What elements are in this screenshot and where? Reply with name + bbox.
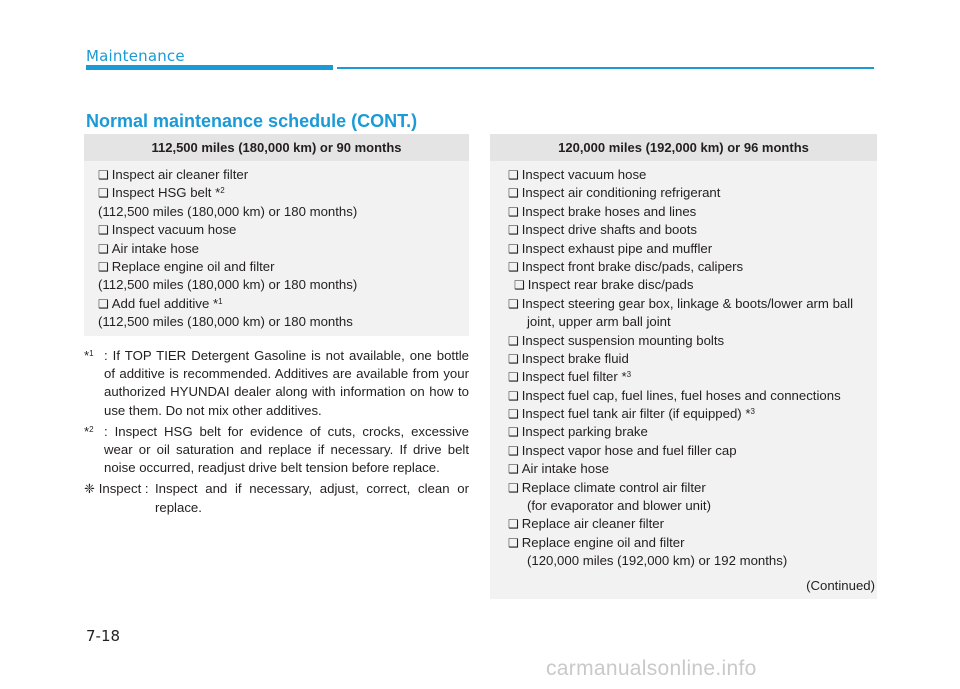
page-heading: Normal maintenance schedule (CONT.): [86, 111, 418, 131]
schedule-item: [84, 184, 469, 202]
schedule-item-continuation: [490, 552, 877, 570]
inspect-note-label: ❈ Inspect :: [84, 481, 149, 497]
checkbox-icon: ❑: [98, 259, 109, 274]
checkbox-icon: ❑: [508, 388, 519, 403]
schedule-item: [84, 295, 469, 313]
footnote-number: 2: [89, 424, 94, 434]
schedule-item-text: Inspect vacuum hose: [111, 222, 237, 238]
header-rule-thin: [337, 67, 874, 69]
checkbox-icon: ❑: [508, 351, 519, 366]
footnote-ref: 3: [626, 370, 632, 380]
schedule-item: [84, 240, 469, 258]
schedule-item-text: (120,000 miles (192,000 km) or 192 months): [527, 553, 788, 569]
schedule-item-text: Inspect rear brake disc/pads: [527, 277, 694, 293]
checkbox-icon: ❑: [98, 168, 109, 182]
schedule-item-text: Inspect fuel tank air filter (if equipped) *: [521, 406, 751, 422]
checkbox-icon: ❑: [508, 186, 519, 201]
schedule-item-text: Replace air cleaner filter: [521, 516, 664, 532]
checkbox-icon: ❑: [508, 535, 519, 550]
schedule-item: [490, 534, 877, 552]
schedule-item-text: Replace engine oil and filter: [521, 534, 685, 550]
checkbox-icon: ❑: [98, 186, 109, 201]
schedule-item: [490, 479, 877, 497]
schedule-item-text: Add fuel additive *: [111, 295, 219, 311]
checkbox-icon: ❑: [98, 241, 109, 256]
schedule-item-text: joint, upper arm ball joint: [527, 314, 671, 330]
schedule-box-112500: [84, 134, 469, 336]
schedule-item: [490, 166, 877, 184]
checkbox-icon: ❑: [508, 443, 519, 458]
checkbox-icon: ❑: [508, 462, 519, 477]
schedule-item: [84, 166, 469, 184]
schedule-item: [490, 423, 877, 441]
schedule-item-text: Inspect air cleaner filter: [111, 167, 249, 182]
schedule-item-text: Inspect air conditioning refrigerant: [521, 185, 721, 201]
footnote: [84, 423, 469, 478]
schedule-item: [490, 184, 877, 202]
schedule-item: [490, 442, 877, 460]
schedule-item-text: Inspect vacuum hose: [521, 167, 647, 182]
schedule-item-text: Inspect fuel cap, fuel lines, fuel hoses and connections: [521, 387, 841, 403]
checkbox-icon: ❑: [508, 480, 519, 495]
schedule-item: [490, 332, 877, 350]
schedule-item-text: Air intake hose: [111, 240, 199, 256]
schedule-item-text: Replace engine oil and filter: [111, 258, 275, 274]
schedule-item-list: [490, 161, 877, 571]
schedule-item: [490, 295, 877, 313]
schedule-item-text: Inspect fuel filter *: [521, 369, 627, 385]
checkbox-icon: ❑: [514, 278, 525, 293]
checkbox-icon: ❑: [508, 241, 519, 256]
page-number: 7-18: [86, 627, 121, 645]
checkbox-icon: ❑: [98, 296, 109, 311]
footnote-ref: 1: [218, 296, 223, 306]
schedule-item-text: (112,500 miles (180,000 km) or 180 months): [98, 277, 358, 293]
schedule-item-text: Inspect brake fluid: [521, 350, 629, 366]
footnote: [84, 347, 469, 420]
schedule-item-continuation: [84, 203, 469, 221]
inspect-note-text: Inspect and if necessary, adjust, correct, clean or replace.: [155, 481, 469, 515]
schedule-item: [490, 515, 877, 533]
checkbox-icon: ❑: [508, 204, 519, 219]
schedule-item-text: Inspect steering gear box, linkage & boots/lower arm ball: [521, 295, 854, 311]
schedule-item-text: Inspect vapor hose and fuel filler cap: [521, 442, 737, 458]
schedule-box-title: 120,000 miles (192,000 km) or 96 months: [490, 134, 877, 161]
schedule-item-continuation: [84, 276, 469, 294]
checkbox-icon: ❑: [508, 168, 519, 182]
schedule-item-text: (112,500 miles (180,000 km) or 180 months): [98, 203, 358, 219]
schedule-item: [490, 405, 877, 423]
watermark: carmanualsonline.info: [546, 657, 757, 680]
schedule-item: [490, 221, 877, 239]
schedule-item: [490, 240, 877, 258]
footnote-asterisk: *: [84, 348, 90, 363]
schedule-item-list: [84, 161, 469, 332]
schedule-item-continuation: [490, 497, 877, 515]
schedule-item-continuation: [84, 313, 469, 331]
footnote-ref: 2: [220, 186, 225, 196]
footnotes: [84, 347, 469, 517]
footnote-text: : If TOP TIER Detergent Gasoline is not available, one bottle of additive is recommended. Additives are available from your authorized HYUNDAI dealer along with information on how to use them. Do not mix other additives.: [104, 348, 469, 418]
schedule-item-text: Inspect HSG belt *: [111, 185, 221, 201]
schedule-item: [490, 203, 877, 221]
checkbox-icon: ❑: [98, 223, 109, 238]
header-rule-thick: [86, 65, 333, 70]
schedule-item: [490, 350, 877, 368]
checkbox-icon: ❑: [508, 296, 519, 311]
checkbox-icon: ❑: [508, 333, 519, 348]
schedule-item: [84, 221, 469, 239]
schedule-item-text: (112,500 miles (180,000 km) or 180 months: [98, 314, 353, 330]
schedule-item-text: Air intake hose: [521, 461, 609, 477]
checkbox-icon: ❑: [508, 517, 519, 532]
schedule-item: [490, 276, 877, 294]
footnote-number: 1: [89, 349, 94, 358]
schedule-box-120000: [490, 134, 877, 599]
footnote-mark: [84, 347, 94, 365]
schedule-item-text: Inspect exhaust pipe and muffler: [521, 240, 713, 256]
continued-label: (Continued): [806, 578, 875, 593]
footnote-text: : Inspect HSG belt for evidence of cuts, crocks, excessive wear or oil saturation and replace if necessary. If drive belt noise occurred, readjust drive belt tension before replace.: [104, 423, 469, 476]
footnote-ref: 3: [750, 407, 755, 417]
checkbox-icon: ❑: [508, 407, 519, 422]
schedule-box-title: 112,500 miles (180,000 km) or 90 months: [84, 134, 469, 161]
schedule-item-text: Replace climate control air filter: [521, 479, 706, 495]
schedule-item: [84, 258, 469, 276]
checkbox-icon: ❑: [508, 223, 519, 238]
schedule-item-text: Inspect drive shafts and boots: [521, 222, 697, 238]
schedule-item: [490, 387, 877, 405]
schedule-item-continuation: [490, 313, 877, 331]
section-title: Maintenance: [86, 47, 185, 65]
schedule-item: [490, 258, 877, 276]
schedule-item-text: Inspect brake hoses and lines: [521, 203, 697, 219]
checkbox-icon: ❑: [508, 425, 519, 440]
schedule-item-text: (for evaporator and blower unit): [527, 498, 711, 514]
schedule-item-text: Inspect suspension mounting bolts: [521, 332, 725, 348]
footnote-asterisk: *: [84, 423, 90, 439]
checkbox-icon: ❑: [508, 370, 519, 385]
schedule-item: [490, 368, 877, 386]
schedule-item-text: Inspect parking brake: [521, 424, 648, 440]
schedule-item-text: Inspect front brake disc/pads, calipers: [521, 258, 744, 274]
checkbox-icon: ❑: [508, 259, 519, 274]
footnote-mark: [84, 423, 94, 441]
inspect-note: [84, 480, 469, 516]
schedule-item: [490, 460, 877, 478]
